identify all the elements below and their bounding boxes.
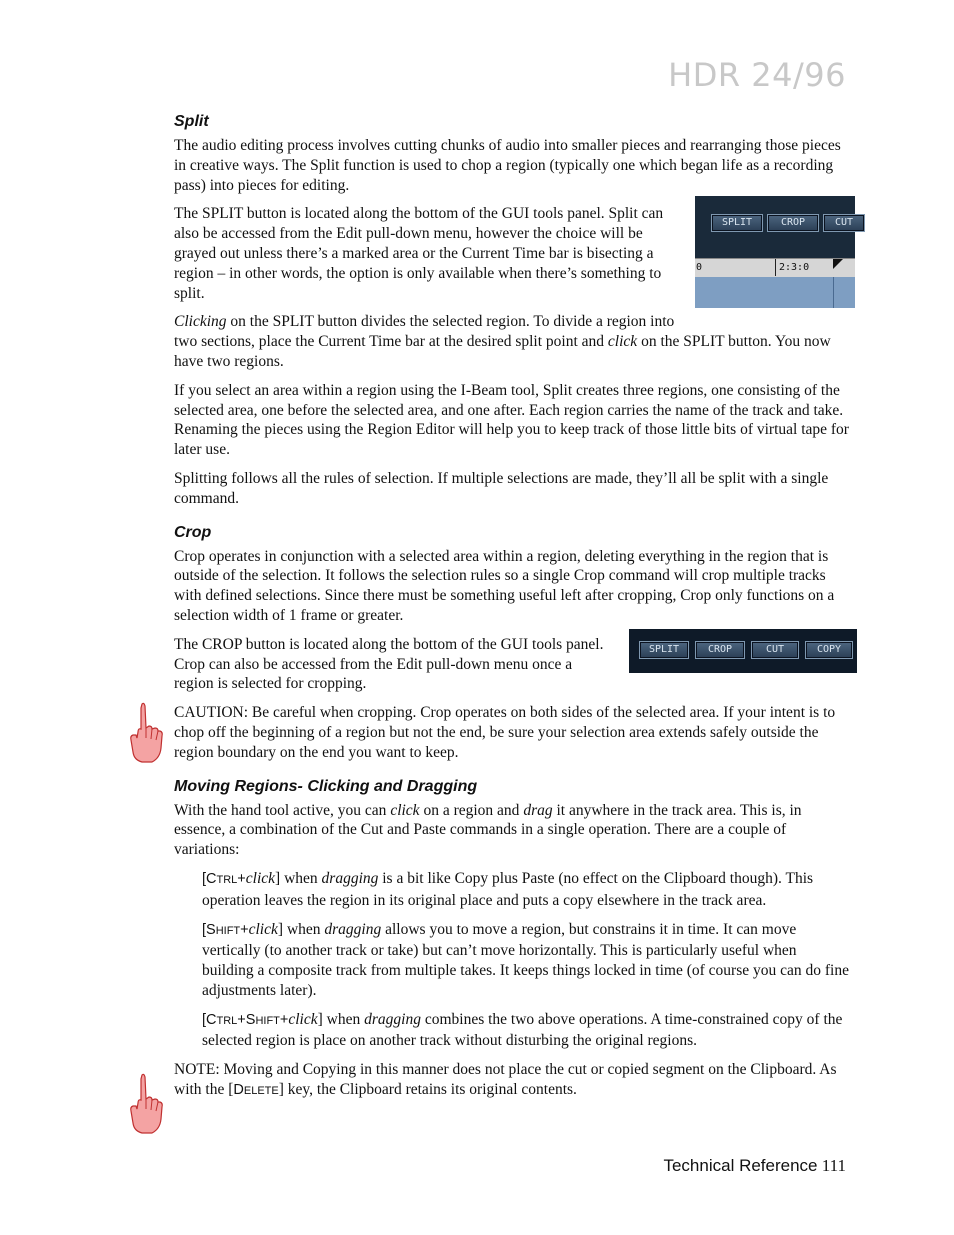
note-hand-icon [128, 1073, 164, 1135]
ruler-time-label: 2:3:0 [779, 262, 810, 274]
split-selection-paragraph: Splitting follows all the rules of selection. If multiple selections are made, they’ll all be split with a single command. [174, 469, 829, 507]
split-tools-screenshot [695, 196, 855, 308]
split-heading: Split [174, 113, 209, 130]
caution-hand-icon [128, 702, 164, 764]
split-button-image: SPLIT [639, 641, 689, 659]
variation-shift-click: [SHIFT+click] when dragging allows you to move a region, but constrains it in time. It can move vertically (to another track or take) but can’t move horizontally. This is particularly useful when building a composite track from multiple takes. It keeps things locked in time (of course you can do fine adjustments later). [202, 920, 849, 999]
ruler-start-label: 0 [696, 262, 703, 274]
crop-button-location: The CROP button is located along the bottom of the GUI tools panel. Crop can also be accessed from the Edit pull-down menu once a region is selected for cropping. [174, 635, 604, 693]
split-button-location: The SPLIT button is located along the bottom of the GUI tools panel. Split can also be accessed from the Edit pull-down menu, however the choice will be grayed out unless there’s a marked area or the Current Time bar is bisecting a region – in other words, the option is only available when there’s something to split. [174, 205, 664, 302]
cut-button-image: CUT [751, 641, 799, 659]
track-area [695, 277, 855, 308]
split-clicking-paragraph: Clicking on the SPLIT button divides the selected region. To divide a region into two sections, place the Current Time bar at the desired split point and click on the SPLIT button. You now have two regions. [174, 313, 831, 370]
split-ibeam-paragraph: If you select an area within a region using the I-Beam tool, Split creates three regions, one consisting of the selected area, one before the selected area, and one after. Each region carries the name of the track and take. Renaming the pieces using the Region Editor will help you to keep track of those little bits of virtual tape for later use. [174, 381, 849, 459]
crop-button-image: CROP [695, 641, 745, 659]
moving-intro: With the hand tool active, you can click on a region and drag it anywhere in the track area. This is, in essence, a combination of the Cut and Paste commands in a single operation. There are a couple of variations: [174, 801, 802, 859]
page-body [174, 112, 854, 1111]
running-header: HDR 24/96 [668, 56, 846, 94]
cut-button-image: CUT [823, 214, 865, 232]
page-footer [663, 1156, 846, 1176]
moving-note: NOTE: Moving and Copying in this manner does not place the cut or copied segment on the Clipboard. As with the [DELETE] key, the Clipboard retains its original contents. [174, 1061, 837, 1099]
split-button-image: SPLIT [711, 214, 763, 232]
page-number: 111 [821, 1156, 846, 1175]
timeline-ruler [695, 258, 855, 277]
footer-section-title: Technical Reference [663, 1156, 818, 1175]
split-intro: The audio editing process involves cutting chunks of audio into smaller pieces and rearranging those pieces in creative ways. The Split function is used to chop a region (typically one which began life as a recording pass) into pieces for editing. [174, 137, 841, 194]
copy-button-image: COPY [805, 641, 853, 659]
marker-flag-icon [833, 259, 843, 269]
moving-heading: Moving Regions- Clicking and Dragging [174, 777, 478, 795]
crop-caution: CAUTION: Be careful when cropping. Crop operates on both sides of the selected area. If your intent is to chop off the beginning of a region but not the end, be sure your selection area extends safely outside the region boundary on the end you want to keep. [174, 704, 836, 761]
current-time-tick [775, 259, 776, 276]
variation-ctrl-shift-click: [CTRL+SHIFT+click] when dragging combines the two above operations. A time-constrained copy of the selected region is place on another track without disturbing the original regions. [202, 1010, 843, 1050]
crop-button-image: CROP [767, 214, 819, 232]
crop-intro: Crop operates in conjunction with a selected area within a region, deleting everything in the region that is outside of the selection. It follows the selection rules so a single Crop command will crop multiple tracks with defined selections. Since there must be something useful left after cropping, Crop only functions on a selection width of 1 frame or greater. [174, 547, 835, 624]
crop-heading: Crop [174, 523, 212, 541]
variation-ctrl-click: [CTRL+click] when dragging is a bit like Copy plus Paste (no effect on the Clipboard though). This operation leaves the region in its original place and puts a copy elsewhere in the track area. [202, 869, 814, 909]
current-time-bar [833, 277, 834, 308]
crop-tools-screenshot [629, 629, 857, 673]
